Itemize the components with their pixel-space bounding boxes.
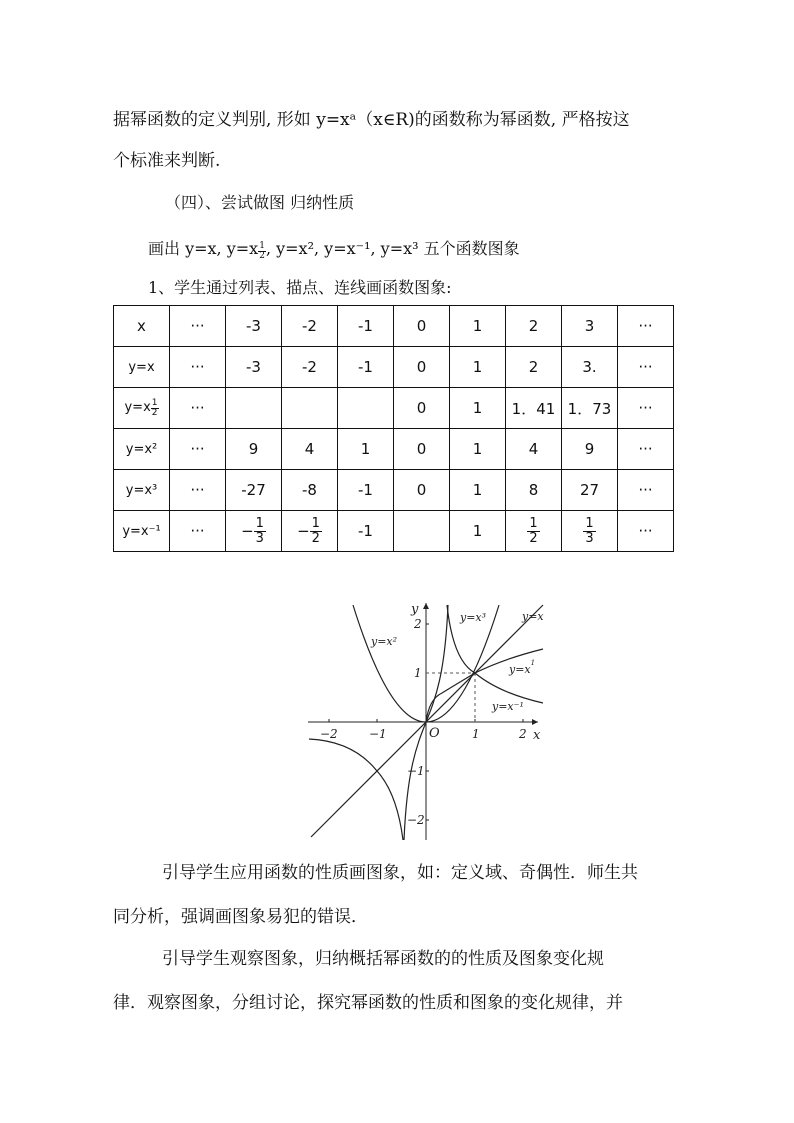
table-cell — [226, 388, 282, 429]
table-cell: -3 — [226, 347, 282, 388]
table-cell: 1 — [338, 429, 394, 470]
table-cell: 0 — [394, 388, 450, 429]
table-cell: ··· — [618, 470, 674, 511]
table-cell: ··· — [618, 429, 674, 470]
draw-instruction — [148, 236, 520, 261]
table-cell: 1 — [450, 347, 506, 388]
table-cell — [282, 388, 338, 429]
table-cell: 1 — [450, 306, 506, 347]
label-sqrt-base: y=x — [509, 663, 531, 676]
y-axis-label: y — [411, 602, 419, 617]
table-cell: 0 — [394, 470, 450, 511]
row-label: y=x³ — [114, 470, 170, 511]
label-cube: y=x³ — [460, 611, 487, 624]
table-cell: 4 — [506, 429, 562, 470]
frac-num: 1 — [585, 515, 594, 531]
table-cell: 1．73 — [562, 388, 618, 429]
table-cell: ··· — [618, 306, 674, 347]
table-cell: -1 — [338, 306, 394, 347]
table-cell: -2 — [282, 347, 338, 388]
x-tick-label: 1 — [472, 727, 480, 741]
minus-sign: − — [297, 521, 310, 540]
draw-prefix: 画出 y=x, y=x — [148, 239, 259, 258]
row-label: y=x² — [114, 429, 170, 470]
minus-sign: − — [241, 521, 254, 540]
table-cell: 1 — [450, 429, 506, 470]
values-table — [113, 305, 674, 552]
exponent-half — [258, 242, 266, 261]
table-cell: ··· — [170, 429, 226, 470]
frac-num: 1 — [255, 515, 264, 531]
table-cell: 27 — [562, 470, 618, 511]
table-cell: 8 — [506, 470, 562, 511]
table-cell: -1 — [338, 511, 394, 552]
table-cell: ··· — [618, 511, 674, 552]
table-row — [114, 470, 674, 511]
table-cell: 1 — [450, 470, 506, 511]
table-cell: ··· — [170, 470, 226, 511]
curve-labels — [370, 610, 544, 713]
table-row — [114, 347, 674, 388]
row-label: y=x $\frac{1}{2}$ — [114, 388, 170, 429]
table-cell — [338, 388, 394, 429]
table-cell: 3 — [562, 306, 618, 347]
frac-num: 1 — [151, 397, 158, 408]
frac-den: 2 — [151, 407, 158, 418]
frac-num: 1 — [311, 515, 320, 531]
intro-line-1: 据幂函数的定义判别, 形如 y=xᵃ（x∈R)的函数称为幂函数, 严格按这 — [113, 110, 630, 130]
frac-num: 1 — [259, 241, 265, 251]
table-cell — [394, 511, 450, 552]
fraction — [527, 517, 539, 546]
row-label: y=x⁻¹ — [114, 511, 170, 552]
table-cell: 2 — [506, 347, 562, 388]
section-heading: （四）、尝试做图 归纳性质 — [165, 193, 355, 212]
table-cell: -8 — [282, 470, 338, 511]
frac-den: 2 — [259, 251, 265, 261]
y-tick-label: 1 — [414, 666, 422, 680]
body-p2-line2: 律．观察图象，分组讨论，探究幂函数的性质和图象的变化规律，并 — [113, 993, 623, 1013]
table-cell: ··· — [170, 347, 226, 388]
origin-label: O — [429, 726, 440, 741]
y-tick-label: −2 — [407, 813, 425, 827]
table-cell — [282, 511, 338, 552]
table-cell: ··· — [170, 388, 226, 429]
table-cell: 9 — [226, 429, 282, 470]
table-cell: 0 — [394, 347, 450, 388]
table-cell — [562, 511, 618, 552]
y-tick-label: −1 — [407, 764, 425, 778]
table-row — [114, 429, 674, 470]
frac-den: 3 — [585, 530, 594, 546]
table-cell: 2 — [506, 306, 562, 347]
table-cell: 1．41 — [506, 388, 562, 429]
table-row — [114, 511, 674, 552]
table-cell: -1 — [338, 470, 394, 511]
table-cell: -2 — [282, 306, 338, 347]
y-tick-label: 2 — [414, 617, 422, 631]
table-cell: ··· — [618, 347, 674, 388]
label-linear: y=x — [522, 610, 544, 623]
table-cell — [226, 511, 282, 552]
table-cell: 0 — [394, 306, 450, 347]
fraction — [583, 517, 595, 546]
row-label: y=x — [114, 347, 170, 388]
table-cell: 4 — [282, 429, 338, 470]
frac-num: 1 — [529, 515, 538, 531]
fraction — [310, 517, 322, 546]
table-cell: ··· — [170, 511, 226, 552]
body-p1-line2: 同分析，强调画图象易犯的错误． — [113, 907, 368, 927]
label-square: y=x² — [371, 635, 398, 648]
label-sqrt — [508, 659, 535, 676]
table-cell: 1 — [450, 388, 506, 429]
table-cell: ··· — [170, 306, 226, 347]
table-cell: -3 — [226, 306, 282, 347]
table-cell: 1 — [450, 511, 506, 552]
fraction — [254, 517, 266, 546]
table-cell: 3. — [562, 347, 618, 388]
label-sqrt-exp-num: 1 — [530, 659, 536, 667]
table-cell: 0 — [394, 429, 450, 470]
step-1: 1、学生通过列表、描点、连线画函数图象: — [148, 278, 452, 297]
frac-den: 2 — [311, 530, 320, 546]
exponent-half — [151, 399, 159, 418]
table-cell: 9 — [562, 429, 618, 470]
body-p1-line1: 引导学生应用函数的性质画图象，如：定义域、奇偶性．师生共 — [162, 863, 638, 883]
body-p2-line1: 引导学生观察图象，归纳概括幂函数的的性质及图象变化规 — [162, 949, 604, 969]
intro-line-2: 个标准来判断. — [113, 151, 221, 171]
table-cell: ··· — [618, 388, 674, 429]
x-tick-label: 2 — [519, 727, 527, 741]
draw-suffix: , y=x², y=x⁻¹, y=x³ 五个函数图象 — [265, 239, 520, 258]
power-functions-graph — [303, 595, 553, 845]
frac-den: 3 — [255, 530, 264, 546]
x-tick-label: −1 — [369, 727, 387, 741]
table-cell: -27 — [226, 470, 282, 511]
frac-den: 2 — [529, 530, 538, 546]
table-row — [114, 306, 674, 347]
table-cell: -1 — [338, 347, 394, 388]
label-inverse: y=x⁻¹ — [492, 700, 524, 713]
x-axis-label: x — [533, 728, 541, 743]
table-cell — [506, 511, 562, 552]
table-row — [114, 388, 674, 429]
table-cell: x — [114, 306, 170, 347]
x-tick-label: −2 — [320, 727, 338, 741]
